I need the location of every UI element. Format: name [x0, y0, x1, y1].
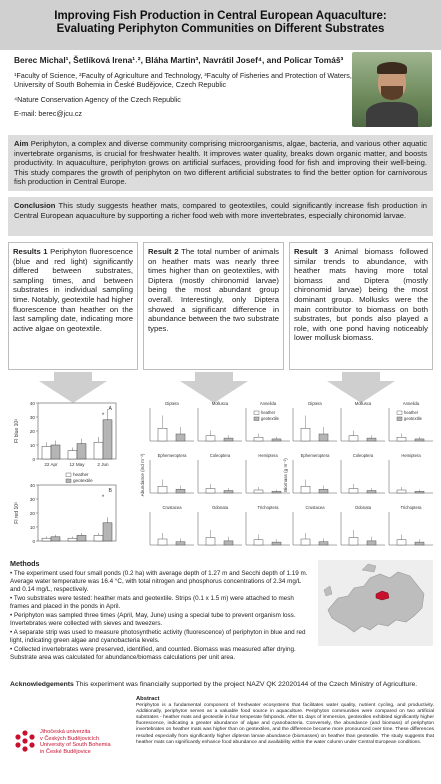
- logo-line-4: in České Budějovice: [40, 748, 91, 755]
- results-1-box: [8, 242, 138, 370]
- fl-blue-bar-heather: [42, 446, 51, 459]
- aim-box: [8, 135, 433, 191]
- fl-blue-ytick-label: 20: [29, 429, 35, 434]
- biomass-box-heather: [397, 540, 406, 545]
- methods-item-1: • The experiment used four small ponds (0.2 ha) with average depth of 1.27 m and Secchi depth of 1.19 m. Average water temperature was 16.4 °C, with total nitrogen and phosphorus concentrations of 2.34 mg/L and 0.14 mg/L, respectively.: [10, 570, 308, 593]
- abundance-box-heather: [254, 437, 263, 441]
- abundance-box-geotextile: [224, 541, 233, 545]
- abundance-box-heather: [158, 486, 167, 493]
- biomass-box-geotextile: [319, 434, 328, 441]
- methods-block: [10, 560, 310, 663]
- fl-blue-bar-geotextile: [51, 445, 60, 459]
- methods-title: Methods: [10, 559, 40, 568]
- methods-item-2: • Two substrates were tested: heather mats and geotextile. Strips (0.1 x 1.5 m) were attached to mesh frames and placed in the ponds in April.: [10, 595, 294, 610]
- biomass-ylabel: Biomass (g m⁻²): [283, 458, 288, 492]
- biomass-panel-title: Mollusca: [354, 401, 372, 406]
- fl-red-ytick-label: 30: [29, 497, 35, 502]
- logo-text: [40, 729, 111, 755]
- ack-text: This experiment was financially supported by the project NAZV QK 22020144 of the Czech Ministry of Agriculture.: [73, 681, 418, 688]
- results-3-text: Animal biomass followed similar trends to abundance, with heather mats having more total biomass and Diptera (mostly chironomid larvae) being the most dominant group. Mollusks were the main contributor to biomass on both substrates, but ponds also played a role, with one pond having noticeably lower mollusk biomass.: [294, 247, 429, 343]
- fl-blue-ytick-label: 40: [29, 401, 35, 406]
- fl-legend-swatch-heather: [66, 473, 71, 477]
- results-2-text: The total number of animals on heather mats was nearly three times higher than on geotextiles, with Diptera (mostly chironomid larvae) being the most abundant group overall. Interestingly, only Diptera showed a significant difference in abundance between the two substrate types.: [148, 247, 279, 333]
- fl-legend-heather: heather: [73, 472, 89, 477]
- abundance-legend-swatch-heather: [254, 411, 259, 415]
- biomass-box-heather: [301, 539, 310, 545]
- conclusion-label: Conclusion: [14, 201, 56, 210]
- results-2-label: Result 2: [148, 247, 179, 256]
- fl-legend-swatch-geotextile: [66, 479, 71, 483]
- fl-blue-ytick-label: 10: [29, 443, 35, 448]
- methods-item-4: • A separate strip was used to measure photosynthetic activity (fluorescence) of periphyton in blue and red light, indicating green algae and cyanobacteria levels.: [10, 629, 306, 644]
- biomass-panel-title: Ephemeroptera: [300, 453, 330, 458]
- logo-mark-icon: [12, 728, 38, 754]
- results-1-label: Results 1: [13, 247, 48, 256]
- email[interactable]: E-mail: berec@jcu.cz: [14, 109, 83, 118]
- abundance-box-geotextile: [176, 489, 185, 493]
- methods-item-5: • Collected invertebrates were preserved, identified, and counted. Biomass was measured after drying. Substrate area was calculated for abundance/biomass calculations per unit area.: [10, 646, 296, 661]
- abstract-text: Periphyton is a fundamental component of freshwater ecosystems that facilitates water quality, nutrient cycling, and productivity. Additionally, periphyton serves as a valuable food source in aquaculture. Periphyton communities were compared on two artificial substrates - heather mats and geotextile in four temperate fishponds. After 51 days of immersion, geotextiles exhibited significantly higher fluorescence, indicating a greater abundance of algae and cyanobacteria. Conversely, the abundance (and biomass) of periphyton invertebrates on heather mats was higher than on geotextiles, and the difference became more pronounced over time. These differences resulted especially from significantly higher dipteran larvae abundance (biomasses) on heather than geotextile. The study suggests that heather mats can significantly enhance food abundance and availability within the water column under Central European conditions.: [136, 703, 434, 745]
- biomass-legend-geotextile: geotextile: [404, 416, 422, 421]
- abundance-panel-title: Annelida: [259, 401, 277, 406]
- abundance-box-heather: [158, 428, 167, 441]
- biomass-box-heather: [349, 538, 358, 546]
- biomass-box-geotextile: [319, 489, 328, 493]
- abundance-ylabel: Abundance (ind m⁻²): [140, 453, 145, 497]
- abundance-box-geotextile: [272, 542, 281, 545]
- fl-red-bar-geotextile: [103, 523, 112, 541]
- fl-red-bar-geotextile: [77, 535, 86, 541]
- abundance-panel-title: Odonata: [211, 505, 229, 510]
- abundance-box-heather: [206, 489, 215, 494]
- fl-xtick-label: 22 Apr: [44, 462, 58, 467]
- title-line-2: Evaluating Periphyton Communities on Different Substrates: [56, 23, 385, 35]
- abundance-panel-title: Ephemeroptera: [157, 453, 187, 458]
- aim-label: Aim: [14, 139, 29, 148]
- fl-blue-panel-tag: A: [108, 406, 112, 412]
- biomass-box-geotextile: [367, 541, 376, 545]
- biomass-box-heather: [301, 428, 310, 441]
- biomass-legend-swatch-heather: [397, 411, 402, 415]
- results-3-label: Result 3: [294, 247, 329, 256]
- abundance-panel-title: Trichoptera: [257, 505, 279, 510]
- fl-blue-bar-heather: [94, 442, 103, 459]
- abundance-box-heather: [206, 538, 215, 546]
- biomass-box-geotextile: [319, 542, 328, 545]
- fl-red-ytick-label: 10: [29, 525, 35, 530]
- abundance-box-geotextile: [176, 434, 185, 441]
- logo-line-1: Jihočeská univerzita: [40, 729, 91, 735]
- aim-text: Periphyton, a complex and diverse community comprising microorganisms, algae, bacteria, and various other aquatic invertebrate organisms, is crucial for freshwater health. It improves water quality, breaks down organic matter, and boosts productivity. In aquaculture, periphyton grows on artificial surfaces, providing food for fish and improving their well-being. This study compares the growth of periphyton on two different artificial substrates to find the better option for carnivorous fish production in Central Europe.: [14, 139, 427, 186]
- fl-blue-ylabel: Fl blue 10³: [14, 419, 20, 443]
- fl-red-bar-heather: [94, 535, 103, 541]
- fl-red-bar-heather: [68, 538, 77, 541]
- acknowledgements: [10, 680, 435, 689]
- fl-blue-bar-heather: [68, 451, 77, 459]
- charts-svg: [8, 395, 433, 555]
- abstract-title: Abstract: [136, 696, 160, 702]
- fl-xtick-label: 12 May: [69, 462, 85, 467]
- abundance-box-geotextile: [272, 439, 281, 441]
- fl-blue-bar-geotextile: [103, 420, 112, 459]
- fl-blue-ytick-label: 0: [32, 457, 35, 462]
- results-1-text: Periphyton fluorescence (blue and red light) significantly differed between substrates, sampling times, and between substrates in individual sampling time. Notably, geotextile had higher fluorescence than heather on the last sampling date, indicating more active algae on geotextile.: [13, 247, 133, 333]
- biomass-panel-title: Hemiptera: [401, 453, 421, 458]
- logo-line-2: v Českých Budějovicích: [40, 735, 100, 742]
- methods-item-3: • Periphyton was sampled three times (April, May, June) using a special tube to prevent organism loss. Invertebrates were collected with sieves and tweezers.: [10, 612, 296, 627]
- fl-red-bar-geotextile: [51, 537, 60, 541]
- fl-blue-significance: *: [101, 413, 105, 419]
- abundance-panel-title: Diptera: [165, 401, 179, 406]
- authors-block: [14, 56, 354, 124]
- ack-label: Acknowledgements: [10, 681, 74, 688]
- abundance-panel-title: Mollusca: [211, 401, 229, 406]
- fl-red-ytick-label: 0: [32, 539, 35, 544]
- results-3-box: [289, 242, 433, 370]
- fl-blue-ytick-label: 30: [29, 415, 35, 420]
- abundance-box-heather: [254, 540, 263, 545]
- biomass-box-heather: [349, 436, 358, 441]
- biomass-box-geotextile: [415, 542, 424, 545]
- charts-area: [8, 395, 433, 555]
- affiliation-1: ¹Faculty of Science, ²Faculty of Agriculture and Technology, ³Faculty of Fisheries and Protection of Waters, University of South Bohemia in České Budějovice, Czech Republic: [14, 70, 352, 89]
- biomass-box-heather: [397, 490, 406, 493]
- biomass-box-geotextile: [367, 491, 376, 493]
- abundance-box-geotextile: [272, 491, 281, 493]
- fl-red-ytick-label: 40: [29, 483, 35, 488]
- title-bar: [0, 0, 441, 50]
- fl-xtick-label: 2 Jun: [97, 462, 109, 467]
- biomass-box-geotextile: [367, 438, 376, 441]
- abundance-box-geotextile: [224, 438, 233, 441]
- biomass-box-geotextile: [415, 439, 424, 441]
- abundance-panel-title: Hemiptera: [258, 453, 278, 458]
- biomass-panel-title: Odonata: [354, 505, 372, 510]
- biomass-panel-title: Diptera: [308, 401, 322, 406]
- biomass-panel-title: Crustacea: [305, 505, 325, 510]
- abundance-box-heather: [254, 490, 263, 493]
- map-svg: [318, 560, 433, 646]
- affiliation-2: ⁴Nature Conservation Agency of the Czech Republic: [14, 94, 181, 104]
- abstract-block: [136, 696, 434, 746]
- biomass-box-heather: [397, 437, 406, 441]
- fl-red-bar-heather: [42, 538, 51, 541]
- biomass-legend-heather: heather: [404, 410, 419, 415]
- fl-red-panel-tag: B: [108, 488, 112, 494]
- abundance-legend-geotextile: geotextile: [261, 416, 279, 421]
- conclusion-text: This study suggests heather mats, compared to geotextiles, could significantly increase fish production in Central European aquaculture by supporting a richer food web with more invertebrates, especially chironomid larvae.: [14, 201, 427, 220]
- university-logo: [10, 720, 130, 770]
- abundance-box-geotextile: [176, 542, 185, 545]
- abundance-box-heather: [206, 436, 215, 441]
- fl-blue-bar-geotextile: [77, 444, 86, 459]
- results-2-box: [143, 242, 284, 370]
- fl-red-ylabel: Fl red 10³: [14, 502, 20, 524]
- fl-red-significance: *: [101, 495, 105, 501]
- abundance-legend-heather: heather: [261, 410, 276, 415]
- abundance-panel-title: Crustacea: [162, 505, 182, 510]
- abundance-box-geotextile: [224, 491, 233, 493]
- biomass-box-heather: [349, 489, 358, 494]
- title-line-1: Improving Fish Production in Central European Aquaculture:: [54, 10, 387, 22]
- biomass-legend-swatch-geotextile: [397, 417, 402, 421]
- conclusion-box: [8, 197, 433, 236]
- fl-legend-geotextile: geotextile: [73, 478, 93, 483]
- abundance-box-heather: [158, 539, 167, 545]
- biomass-box-heather: [301, 486, 310, 493]
- europe-map: [318, 560, 433, 646]
- author-photo: [352, 52, 432, 127]
- biomass-panel-title: Trichoptera: [400, 505, 422, 510]
- logo-line-3: University of South Bohemia: [40, 742, 111, 749]
- biomass-box-geotextile: [415, 491, 424, 493]
- biomass-panel-title: Coleoptera: [352, 453, 374, 458]
- biomass-panel-title: Annelida: [402, 401, 420, 406]
- abundance-panel-title: Coleoptera: [209, 453, 231, 458]
- poster-title: [0, 10, 441, 36]
- fl-red-ytick-label: 20: [29, 511, 35, 516]
- abundance-legend-swatch-geotextile: [254, 417, 259, 421]
- author-names: Berec Michal¹, Šetlíková Irena¹˒², Bláha Martin³, Navrátil Josef⁴, and Policar Tomáš³: [14, 55, 344, 65]
